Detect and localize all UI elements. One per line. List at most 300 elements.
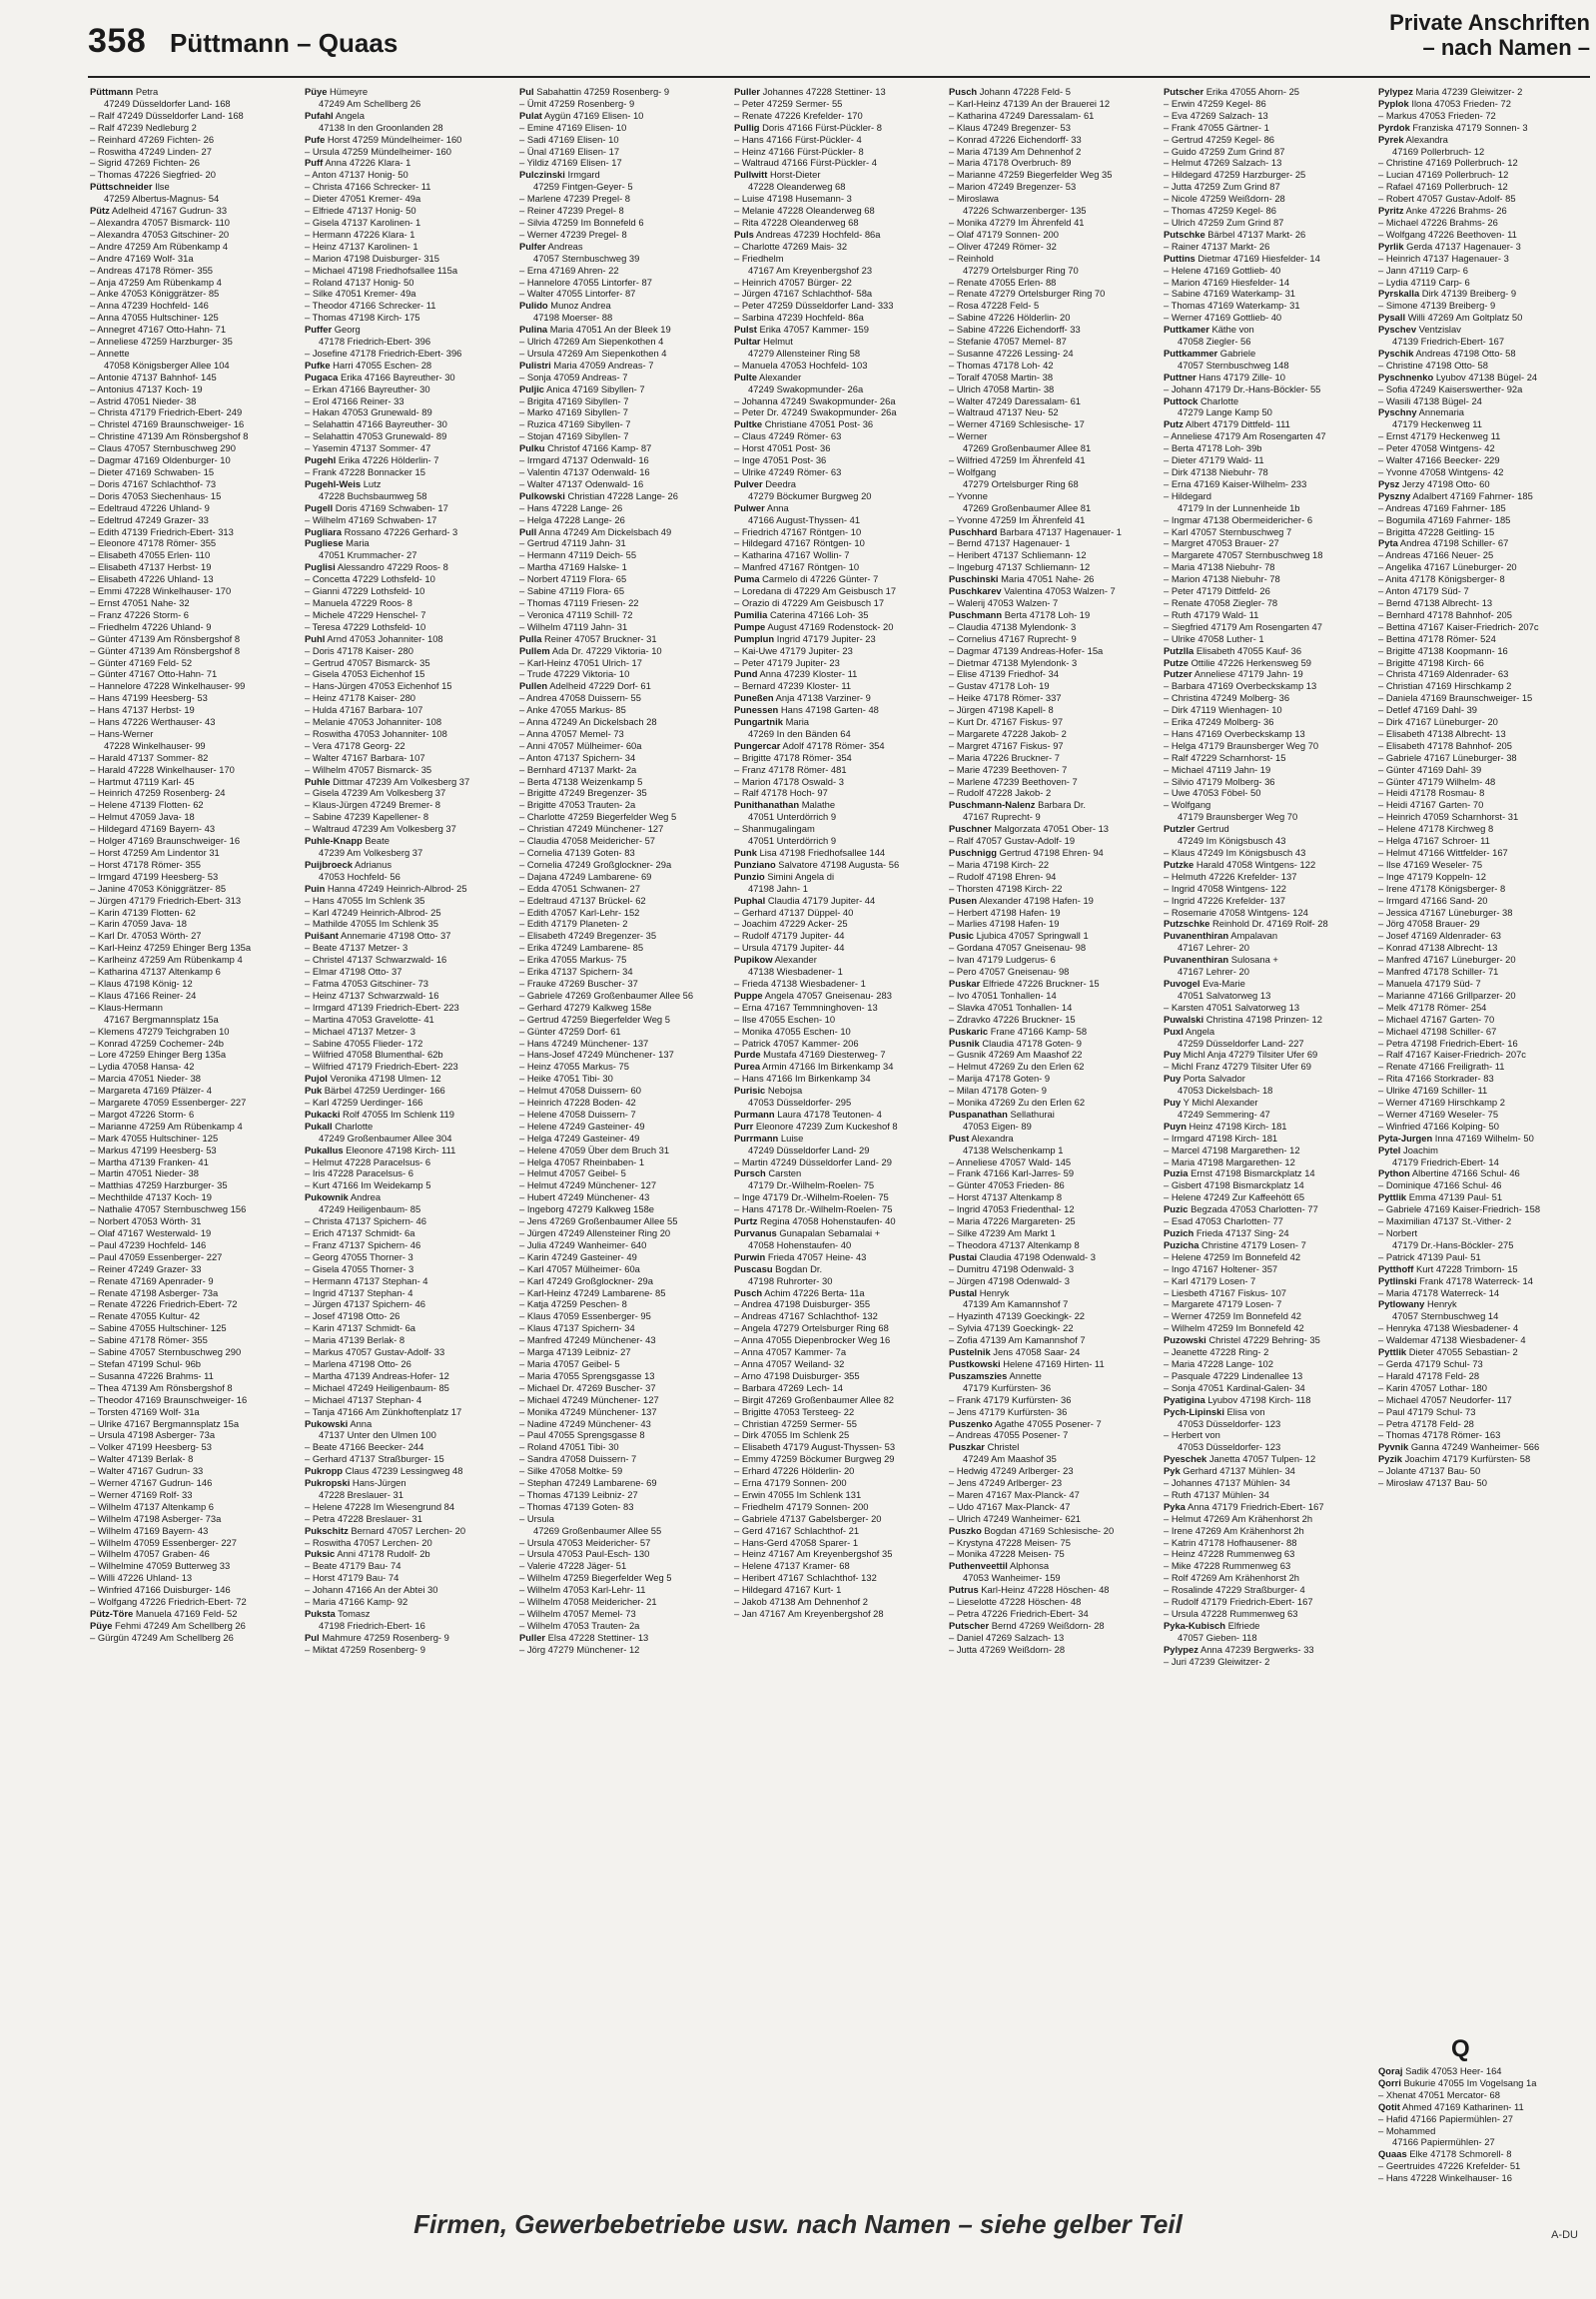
directory-entry: – Martha 47139 Franken- 41	[90, 1155, 209, 1167]
directory-entry: 47179 Braunsberger Weg 70	[1178, 811, 1298, 823]
directory-entry: – Anke 47055 Markus- 85	[519, 704, 626, 716]
directory-entry: 47179 Kurfürsten- 36	[963, 1381, 1052, 1393]
directory-entry: – Jürgen 47198 Odenwald- 3	[949, 1274, 1070, 1286]
directory-entry: – Andrea 47198 Duisburger- 355	[734, 1298, 871, 1310]
directory-entry: – Silke 47058 Moltke- 59	[519, 1465, 623, 1477]
directory-entry: – Ursula 47198 Asberger- 73a	[90, 1429, 216, 1441]
directory-entry: – Renate 47279 Ortelsburger Ring 70	[949, 288, 1106, 300]
directory-entry: – Barbara 47269 Lech- 14	[734, 1381, 843, 1393]
directory-entry: – Emmy 47259 Böckumer Burgweg 29	[734, 1453, 895, 1465]
directory-entry: – Heinz 47178 Kaiser- 280	[305, 692, 416, 704]
directory-entry: – Yvonne 47259 Im Ährenfeld 41	[949, 513, 1086, 525]
directory-entry: – Michael 47137 Stephan- 4	[305, 1393, 422, 1405]
directory-entry: – Walter 47055 Lintorfer- 87	[519, 288, 636, 300]
directory-entry: – Heidi 47167 Garten- 70	[1378, 799, 1484, 811]
directory-entry: Purmann Laura 47178 Teutonen- 4	[734, 1108, 882, 1120]
directory-entry: – Hildegard	[1164, 489, 1211, 501]
directory-entry: – Ulrich 47058 Martin- 38	[949, 383, 1055, 394]
directory-entry: Pugehl Erika 47226 Hölderlin- 7	[305, 454, 439, 466]
directory-entry: Putz Albert 47179 Dittfeld- 111	[1164, 418, 1290, 430]
directory-entry: Pukownik Andrea	[305, 1191, 382, 1203]
directory-entry: Pyttlik Dieter 47055 Sebastian- 2	[1378, 1346, 1518, 1358]
directory-entry: – Sigrid 47269 Fichten- 26	[90, 157, 200, 169]
directory-entry: – Christina 47249 Molberg- 36	[1164, 692, 1290, 704]
directory-entry: – Walter 47249 Daressalam- 61	[949, 394, 1082, 406]
directory-entry: – Wilhelm 47169 Bayern- 43	[90, 1524, 209, 1536]
directory-entry: Pugaca Erika 47166 Bayreuther- 30	[305, 371, 455, 383]
directory-entry: – Karl-Heinz 47139 An der Brauerei 12	[949, 97, 1111, 109]
directory-entry: Pulwer Anna	[734, 501, 789, 513]
directory-entry: – Trude 47229 Viktoria- 10	[519, 668, 630, 680]
directory-entry: Pyeschek Janetta 47057 Tulpen- 12	[1164, 1453, 1316, 1465]
directory-entry: Purtz Regina 47058 Hohenstaufen- 40	[734, 1215, 896, 1227]
directory-entry: 47259 Düsseldorfer Land- 227	[1178, 1037, 1304, 1049]
directory-entry: – Thomas 47139 Leibniz- 27	[519, 1488, 638, 1500]
directory-entry: – Jessica 47167 Lüneburger- 38	[1378, 906, 1513, 918]
directory-entry: 47269 Großenbaumer Allee 81	[963, 442, 1092, 454]
directory-entry: Pugliese Maria	[305, 537, 370, 549]
directory-entry: – Hans 47228 Lange- 26	[519, 501, 623, 513]
directory-entry: – Waldemar 47138 Wiesbadener- 4	[1378, 1334, 1526, 1346]
directory-entry: Purwin Frieda 47057 Heine- 43	[734, 1250, 867, 1262]
directory-entry: – Fatma 47053 Gitschiner- 73	[305, 977, 429, 989]
directory-entry: – Rudolf 47179 Friedrich-Ebert- 167	[1164, 1596, 1313, 1608]
directory-entry: – Gerhard 47137 Düppel- 40	[734, 906, 854, 918]
directory-entry: Puspanathan Sellathurai	[949, 1108, 1055, 1120]
directory-entry: Püttmann Petra	[90, 86, 159, 97]
directory-entry: Pysall Willi 47269 Am Goltplatz 50	[1378, 312, 1523, 324]
directory-entry: – Vera 47178 Georg- 22	[305, 739, 405, 751]
directory-entry: – Hans 47226 Werthauser- 43	[90, 716, 216, 728]
directory-entry: Pull Anna 47249 Am Dickelsbach 49	[519, 525, 672, 537]
directory-entry: – Roswitha 47249 Linden- 27	[90, 145, 212, 157]
directory-entry: Pujol Veronika 47198 Ulmen- 12	[305, 1073, 441, 1085]
directory-entry: 47198 Jahn- 1	[748, 882, 808, 894]
directory-entry: – Hans-Jürgen 47053 Eichenhof 15	[305, 680, 452, 692]
directory-entry: – Anna 47057 Memel- 73	[519, 727, 624, 739]
directory-entry: – Thomas 47226 Siegfried- 20	[90, 169, 216, 181]
directory-entry: 47057 Sternbuschweg 148	[1178, 359, 1289, 371]
directory-entry: – Bettina 47167 Kaiser-Friedrich- 207c	[1378, 620, 1539, 632]
directory-entry: – Jens 47179 Kurfürsten- 36	[949, 1405, 1068, 1417]
directory-entry: – Rudolf 47198 Ehren- 94	[949, 870, 1057, 882]
directory-entry: – Erwin 47259 Kegel- 86	[1164, 97, 1266, 109]
directory-entry: – Jürgen 47167 Schlachthof- 58a	[734, 288, 873, 300]
directory-entry: – Helmut 47249 Münchener- 127	[519, 1179, 657, 1191]
directory-entry: – Marion 47178 Oswald- 3	[734, 775, 844, 787]
directory-entry: – Inge 47179 Dr.-Wilhelm-Roelen- 75	[734, 1191, 889, 1203]
directory-entry: – Gordana 47057 Gneisenau- 98	[949, 942, 1087, 954]
directory-entry: – Walter 47167 Gudrun- 33	[90, 1465, 204, 1477]
directory-entry: – Walter 47137 Odenwald- 16	[519, 477, 644, 489]
directory-entry: 47198 Moerser- 88	[533, 312, 613, 324]
directory-entry: – Winfried 47166 Duisburger- 146	[90, 1584, 231, 1596]
directory-entry: Puy Michl Anja 47279 Tilsiter Ufer 69	[1164, 1049, 1318, 1061]
directory-entry: – Renate 47058 Ziegler- 78	[1164, 596, 1278, 608]
directory-entry: – Maria 47178 Waterreck- 14	[1378, 1286, 1500, 1298]
directory-entry: – Juri 47239 Gleiwitzer- 2	[1164, 1655, 1270, 1667]
directory-entry: – Günter 47139 Am Rönsbergshof 8	[90, 644, 241, 656]
directory-entry: – Claudia 47058 Meidericher- 57	[519, 835, 656, 847]
directory-entry: – Marcia 47051 Nieder- 38	[90, 1073, 201, 1085]
directory-entry: – Christa 47179 Friedrich-Ebert- 249	[90, 406, 243, 418]
directory-entry: – Ivan 47179 Ludgerus- 6	[949, 954, 1056, 966]
directory-entry: – Brigitte 47053 Trauten- 2a	[519, 799, 636, 811]
directory-entry: 47269 Großenbaumer Allee 81	[963, 501, 1092, 513]
directory-entry: Pukall Charlotte	[305, 1120, 374, 1132]
directory-entry: – Maria 47138 Niebuhr- 78	[1164, 561, 1275, 573]
directory-entry: – Cornelia 47139 Goten- 83	[519, 847, 635, 858]
directory-entry: – Sadi 47169 Elisen- 10	[519, 133, 619, 145]
directory-entry: – Dagmar 47139 Andreas-Hofer- 15a	[949, 644, 1104, 656]
directory-entry: – Astrid 47051 Nieder- 38	[90, 394, 197, 406]
directory-entry: – Silvia 47259 Im Bonnefeld 6	[519, 216, 644, 228]
directory-entry: 47169 Pollerbruch- 12	[1392, 145, 1485, 157]
directory-entry: – Karlheinz 47259 Am Rübenkamp 4	[90, 954, 243, 966]
directory-entry: – Heinz 47166 Fürst-Pückler- 8	[734, 145, 864, 157]
directory-entry: – Winfried 47166 Kolping- 50	[1378, 1120, 1499, 1132]
directory-entry: – Martha 47139 Andreas-Hofer- 12	[305, 1369, 449, 1381]
directory-entry: – Janine 47053 Königgrätzer- 85	[90, 882, 227, 894]
directory-entry: – Manuela 47179 Süd- 7	[1378, 977, 1481, 989]
directory-entry: 47179 Dr.-Hans-Böckler- 275	[1392, 1238, 1514, 1250]
directory-entry: Pulla Reiner 47057 Bruckner- 31	[519, 632, 657, 644]
directory-entry: Purr Eleonore 47239 Zum Kuckeshof 8	[734, 1120, 898, 1132]
directory-entry: – Jakob 47138 Am Dehnenhof 2	[734, 1596, 868, 1608]
section-title-line2: – nach Namen –	[1422, 35, 1590, 60]
directory-entry: – Elisabeth 47137 Herbst- 19	[90, 561, 212, 573]
directory-entry: – Michael 47057 Neudorfer- 117	[1378, 1393, 1512, 1405]
directory-entry: – Ulrich 47269 Am Siepenkothen 4	[519, 336, 664, 348]
footer-banner: Firmen, Gewerbebetriebe usw. nach Namen – siehe gelber Teil	[413, 2209, 1183, 2239]
directory-entry: Putscher Erika 47055 Ahorn- 25	[1164, 86, 1300, 97]
directory-entry: Puneßen Anja 47138 Varziner- 9	[734, 692, 871, 704]
directory-entry: – Rudolf 47228 Jakob- 2	[949, 787, 1052, 799]
directory-entry: – Marianne 47166 Grillparzer- 20	[1378, 989, 1516, 1001]
directory-entry: – Thea 47139 Am Rönsbergshof 8	[90, 1381, 233, 1393]
directory-entry: – Anna 47055 Hultschiner- 125	[90, 312, 219, 324]
directory-column-7	[1378, 86, 1582, 2163]
directory-entry: Puzic Begzada 47053 Charlotten- 77	[1164, 1203, 1318, 1215]
q-section-entries	[1378, 2065, 1582, 2205]
directory-entry: – Brigitte 47249 Bregenzer- 35	[519, 787, 647, 799]
directory-entry: – Horst 47179 Bau- 74	[305, 1572, 399, 1584]
directory-entry: – Margarete 47228 Jakob- 2	[949, 727, 1067, 739]
directory-entry: – Yasemin 47137 Sommer- 47	[305, 442, 431, 454]
directory-entry: Pulido Munoz Andrea	[519, 300, 611, 312]
directory-entry: – Konrad 47138 Albrecht- 13	[1378, 942, 1498, 954]
directory-entry: – Werner 47259 Im Bonnefeld 42	[1164, 1310, 1301, 1322]
directory-entry: – Hulda 47167 Barbara- 107	[305, 704, 423, 716]
directory-entry: – Hermann 47226 Klara- 1	[305, 228, 415, 240]
directory-entry: – Hakan 47053 Grunewald- 89	[305, 406, 432, 418]
directory-entry: – Horst 47259 Am Lindentor 31	[90, 847, 220, 858]
directory-entry: – Ingeborg 47279 Kalkweg 158e	[519, 1203, 655, 1215]
directory-entry: – Irmgard 47166 Sand- 20	[1378, 894, 1488, 906]
directory-entry: – Marlies 47198 Hafen- 19	[949, 918, 1060, 930]
directory-entry: – Dirk 47055 Im Schlenk 25	[734, 1429, 850, 1441]
directory-entry: – Heinrich 47137 Hagenauer- 3	[1378, 252, 1509, 264]
directory-entry: – Sabine 47169 Waterkamp- 31	[1164, 288, 1296, 300]
directory-entry: – Renate 47226 Friedrich-Ebert- 72	[90, 1298, 238, 1310]
directory-entry: – Thomas 47169 Waterkamp- 31	[1164, 300, 1300, 312]
directory-entry: – Wilhelmine 47059 Butterweg 33	[90, 1560, 231, 1572]
directory-entry: Pupikow Alexander	[734, 954, 817, 966]
directory-entry: – Monika 47249 Münchener- 137	[519, 1405, 657, 1417]
directory-entry: – Robert 47057 Gustav-Adolf- 85	[1378, 193, 1516, 205]
directory-entry: Puschner Malgorzata 47051 Ober- 13	[949, 823, 1109, 835]
directory-entry: – Ulrike 47058 Luther- 1	[1164, 632, 1264, 644]
directory-entry: – Manfred 47249 Münchener- 43	[519, 1334, 656, 1346]
directory-entry: – Anna 47249 An Dickelsbach 28	[519, 716, 657, 728]
directory-entry: – Georg 47055 Thorner- 3	[305, 1250, 413, 1262]
directory-entry: – Jann 47119 Carp- 6	[1378, 264, 1468, 276]
directory-entry: – Jürgen 47137 Spichern- 46	[305, 1298, 425, 1310]
directory-entry: – Karl-Heinz 47051 Ulrich- 17	[519, 656, 642, 668]
directory-entry: – Mechthilde 47137 Koch- 19	[90, 1191, 212, 1203]
name-range: Püttmann – Quaas	[170, 28, 399, 58]
directory-entry: – Melanie 47053 Johanniter- 108	[305, 716, 442, 728]
directory-entry: Pumpe August 47169 Rodenstock- 20	[734, 620, 894, 632]
directory-entry: – Anita 47178 Königsberger- 8	[1378, 573, 1505, 585]
directory-entry: Pustkowski Helene 47169 Hirten- 11	[949, 1357, 1105, 1369]
directory-entry: – Annegret 47167 Otto-Hahn- 71	[90, 324, 227, 336]
directory-entry: – Konrad 47226 Eichendorff- 33	[949, 133, 1082, 145]
directory-entry: – Paul 47179 Schul- 73	[1378, 1405, 1476, 1417]
directory-entry: – Lore 47259 Ehinger Berg 135a	[90, 1049, 227, 1061]
directory-entry: Pukowski Anna	[305, 1417, 373, 1429]
directory-entry: Qorri Bukurie 47055 Im Vogelsang 1a	[1378, 2076, 1537, 2088]
directory-entry: – Helmut 47166 Wittfelder- 167	[1378, 847, 1508, 858]
directory-entry: – Valerie 47228 Jäger- 51	[519, 1560, 627, 1572]
directory-entry: – Josef 47198 Otto- 26	[305, 1310, 400, 1322]
directory-entry: – Ralf 47239 Nedleburg 2	[90, 121, 197, 133]
directory-entry: 47249 Am Schellberg 26	[319, 97, 421, 109]
directory-entry: Puttkamer Käthe von	[1164, 324, 1254, 336]
directory-entry: Pulkowski Christian 47228 Lange- 26	[519, 489, 678, 501]
directory-entry: – Claudia 47138 Mylendonk- 3	[949, 620, 1077, 632]
directory-entry: – Reiner 47239 Pregel- 8	[519, 205, 624, 217]
directory-entry: – Friedrich 47167 Röntgen- 10	[734, 525, 862, 537]
directory-entry: Puišant Annemarie 47198 Otto- 37	[305, 930, 451, 942]
directory-entry: Pugehl-Weis Lutz	[305, 477, 382, 489]
directory-entry: – Brigitte 47053 Tersteeg- 22	[734, 1405, 855, 1417]
directory-entry: Pufahl Angela	[305, 109, 365, 121]
directory-entry: – Marianne 47259 Biegerfelder Weg 35	[949, 169, 1113, 181]
directory-entry: – Gerda 47179 Schul- 73	[1378, 1357, 1483, 1369]
directory-entry: – Roswitha 47053 Johanniter- 108	[305, 727, 447, 739]
directory-entry: – Charlotte 47269 Mais- 32	[734, 240, 848, 252]
directory-entry: – Heike 47178 Römer- 337	[949, 692, 1062, 704]
directory-entry: Pyatigina Lyubov 47198 Kirch- 118	[1164, 1393, 1311, 1405]
directory-entry: – Friedhelm	[734, 252, 784, 264]
directory-entry: Puzowski Christel 47229 Behring- 35	[1164, 1334, 1320, 1346]
directory-entry: – Teresa 47229 Lothsfeld- 10	[305, 620, 426, 632]
directory-entry: Quaas Elke 47178 Schmorell- 8	[1378, 2148, 1512, 2160]
directory-entry: Puszkar Christel	[949, 1441, 1020, 1453]
directory-entry: – Sarbina 47239 Hochfeld- 86a	[734, 312, 864, 324]
directory-entry: Pullem Ada Dr. 47229 Viktoria- 10	[519, 644, 662, 656]
directory-entry: – Ingrid 47226 Krefelder- 137	[1164, 894, 1285, 906]
directory-entry: Puin Hanna 47249 Heinrich-Albrod- 25	[305, 882, 467, 894]
directory-entry: Pyrek Alexandra	[1378, 133, 1448, 145]
directory-entry: Purisic Nebojsa	[734, 1085, 803, 1097]
directory-entry: Pyka Anna 47179 Friedrich-Ebert- 167	[1164, 1500, 1324, 1512]
directory-entry: – Hyazinth 47139 Goeckingk- 22	[949, 1310, 1086, 1322]
directory-entry: Qotit Ahmed 47169 Katharinen- 11	[1378, 2100, 1524, 2112]
directory-entry: – Edith 47057 Karl-Lehr- 152	[519, 906, 640, 918]
directory-entry: – Ralf 47057 Gustav-Adolf- 19	[949, 835, 1076, 847]
directory-entry: – Gianni 47229 Lothsfeld- 10	[305, 585, 425, 597]
directory-entry: Pyschny Annemaria	[1378, 406, 1464, 418]
directory-entry: Pustai Claudia 47198 Odenwald- 3	[949, 1250, 1096, 1262]
directory-entry: – Rosalinde 47229 Straßburger- 4	[1164, 1584, 1305, 1596]
directory-entry: – Hans 47199 Heesberg- 53	[90, 692, 208, 704]
directory-entry: – Ünal 47169 Elisen- 17	[519, 145, 620, 157]
directory-entry: – Henryka 47138 Wiesbadener- 4	[1378, 1322, 1519, 1334]
directory-entry: – Waltraud 47137 Neu- 52	[949, 406, 1059, 418]
directory-entry: – Katharina 47137 Altenkamp 6	[90, 966, 221, 978]
directory-entry: – Karin 47137 Schmidt- 6a	[305, 1322, 416, 1334]
directory-entry: – Eva 47269 Salzach- 13	[1164, 109, 1268, 121]
directory-entry: – Katharina 47249 Daressalam- 61	[949, 109, 1095, 121]
directory-entry: – Jolante 47137 Bau- 50	[1378, 1465, 1481, 1477]
directory-entry: – Hildegard 47259 Harzburger- 25	[1164, 169, 1306, 181]
directory-entry: – Silvio 47179 Molberg- 36	[1164, 775, 1275, 787]
directory-entry: – Susanna 47226 Brahms- 11	[90, 1369, 214, 1381]
directory-entry: – Renate 47169 Apenrader- 9	[90, 1274, 214, 1286]
directory-entry: – Sabine 47239 Kapellener- 8	[305, 811, 429, 823]
directory-entry: – Paul 47059 Essenberger- 227	[90, 1250, 223, 1262]
directory-entry: – Martin 47249 Düsseldorfer Land- 29	[734, 1155, 892, 1167]
directory-entry: Pustelnik Jens 47058 Saar- 24	[949, 1346, 1081, 1358]
directory-entry: – Walerij 47053 Walzen- 7	[949, 596, 1059, 608]
directory-entry: – Frank 47228 Bonnacker 15	[305, 466, 425, 477]
directory-entry: – Wilhelm 47059 Essenberger- 227	[90, 1536, 237, 1548]
directory-entry: Puskar Elfriede 47226 Bruckner- 15	[949, 977, 1100, 989]
directory-entry: – Sabine 47119 Flora- 65	[519, 585, 625, 597]
directory-entry: 47279 Ortelsburger Ring 70	[963, 264, 1079, 276]
directory-entry: – Andre 47169 Wolf- 31a	[90, 252, 194, 264]
directory-entry: – Wolfgang 47226 Beethoven- 11	[1378, 228, 1517, 240]
directory-entry: – Josefine 47178 Friedrich-Ebert- 396	[305, 347, 462, 359]
directory-entry: – Karl 47179 Losen- 7	[1164, 1274, 1256, 1286]
directory-entry: 47249 Im Königsbusch 43	[1178, 835, 1286, 847]
directory-entry: – Elisabeth 47138 Albrecht- 13	[1378, 727, 1506, 739]
directory-entry: – Petra 47178 Feld- 28	[1378, 1417, 1474, 1429]
directory-entry: – Konrad 47259 Cochemer- 24b	[90, 1037, 224, 1049]
directory-entry: 47053 Dickelsbach- 18	[1178, 1085, 1273, 1097]
directory-entry: Pyka-Kubisch Elfriede	[1164, 1619, 1260, 1631]
directory-entry: – Joachim 47229 Acker- 25	[734, 918, 848, 930]
directory-entry: – Marion 47169 Hiesfelder- 14	[1164, 276, 1290, 288]
directory-entry: – Hans 47166 Im Birkenkamp 34	[734, 1073, 871, 1085]
directory-entry: Pustal Henryk	[949, 1286, 1010, 1298]
directory-entry: – Heinz 47228 Rummenweg 63	[1164, 1548, 1295, 1560]
directory-entry: – Annette	[90, 347, 130, 359]
directory-entry: Puvanenthiran Ampalavan	[1164, 930, 1278, 942]
directory-entry: Pulku Christof 47166 Kamp- 87	[519, 442, 652, 454]
directory-entry: – Horst 47051 Post- 36	[734, 442, 831, 454]
directory-entry: Puksta Tomasz	[305, 1608, 371, 1619]
directory-entry: – Günter 47053 Frieden- 86	[949, 1179, 1065, 1191]
directory-entry: – Orazio di 47229 Am Geisbusch 17	[734, 596, 885, 608]
directory-entry: – Hildegard 47167 Kurt- 1	[734, 1584, 842, 1596]
directory-entry: – Franz 47137 Spichern- 46	[305, 1238, 421, 1250]
directory-entry: Püye Hümeyre	[305, 86, 369, 97]
directory-entry: – Detlef 47169 Dahl- 39	[1378, 704, 1478, 716]
directory-entry: – Johanna 47249 Swakopmunder- 26a	[734, 394, 896, 406]
directory-entry: Puzia Ernst 47198 Bismarckplatz 14	[1164, 1167, 1315, 1179]
directory-entry: – Sabine 47057 Sternbuschweg 290	[90, 1346, 242, 1358]
directory-entry: – Norbert 47119 Flora- 65	[519, 573, 627, 585]
directory-entry: – Ulrich 47249 Wanheimer- 621	[949, 1512, 1082, 1524]
directory-entry: Puma Carmelo di 47226 Günter- 7	[734, 573, 879, 585]
directory-entry: Puls Andreas 47239 Hochfeld- 86a	[734, 228, 881, 240]
directory-entry: Puscasu Bogdan Dr.	[734, 1262, 823, 1274]
directory-entry: Purde Mustafa 47169 Diesterweg- 7	[734, 1049, 886, 1061]
directory-entry: Puzich Frieda 47137 Sing- 24	[1164, 1227, 1289, 1238]
directory-entry: – Dumitru 47198 Odenwald- 3	[949, 1262, 1075, 1274]
directory-entry: – Hannelore 47228 Winkelhauser- 99	[90, 680, 246, 692]
directory-entry: – Helmut 47269 Am Krähenhorst 2h	[1164, 1512, 1313, 1524]
directory-entry: Pumilia Caterina 47166 Loh- 35	[734, 608, 869, 620]
directory-entry: 47138 Wiesbadener- 1	[748, 966, 843, 978]
directory-entry: – Irene 47269 Am Krähenhorst 2h	[1164, 1524, 1304, 1536]
directory-entry: – Andreas 47166 Neuer- 25	[1378, 549, 1494, 561]
directory-entry: – Thomas 47119 Friesen- 22	[519, 596, 639, 608]
directory-entry: – Nadine 47249 Münchener- 43	[519, 1417, 651, 1429]
directory-entry: – Siegfried 47179 Am Rosengarten 47	[1164, 620, 1322, 632]
directory-entry: – Tanja 47166 Am Zünkhoftenplatz 17	[305, 1405, 462, 1417]
directory-entry: Pukschitz Bernard 47057 Lerchen- 20	[305, 1524, 466, 1536]
directory-entry: – Erika 47249 Molberg- 36	[1164, 716, 1274, 728]
directory-entry: – Mirosław 47137 Bau- 50	[1378, 1477, 1487, 1489]
directory-entry: – Frank 47055 Gärtner- 1	[1164, 121, 1269, 133]
directory-entry: 47179 Dr.-Wilhelm-Roelen- 75	[748, 1179, 875, 1191]
directory-entry: – Stephan 47249 Lambarene- 69	[519, 1477, 657, 1489]
directory-entry: – Anneliese 47259 Harzburger- 35	[90, 336, 233, 348]
directory-entry: – Karl-Heinz 47249 Lambarene- 85	[519, 1286, 666, 1298]
directory-entry: 47228 Buchsbaumweg 58	[319, 489, 427, 501]
directory-entry: Pulina Maria 47051 An der Bleek 19	[519, 324, 671, 336]
directory-entry: – Monika 47228 Meisen- 75	[949, 1548, 1065, 1560]
directory-entry: – Helga 47249 Gasteiner- 49	[519, 1132, 640, 1144]
directory-entry: – Angelika 47167 Lüneburger- 20	[1378, 561, 1517, 573]
directory-entry: 47269 Großenbaumer Allee 55	[533, 1524, 662, 1536]
directory-entry: – Heinrich 47259 Rosenberg- 24	[90, 787, 226, 799]
directory-entry: Pyschik Andreas 47198 Otto- 58	[1378, 347, 1516, 359]
directory-entry: – Helmut 47228 Paracelsus- 6	[305, 1155, 431, 1167]
directory-entry: – Gisela 47137 Karolinen- 1	[305, 216, 421, 228]
directory-entry: – Christine 47139 Am Rönsbergshof 8	[90, 430, 249, 442]
directory-entry: – Heinz 47137 Schwarzwald- 16	[305, 989, 439, 1001]
directory-entry: Puschkarev Valentina 47053 Walzen- 7	[949, 585, 1116, 597]
directory-entry: – Miktat 47259 Rosenberg- 9	[305, 1643, 425, 1655]
directory-entry: – Werner	[949, 430, 988, 442]
directory-entry: – Zdravko 47226 Bruckner- 15	[949, 1013, 1076, 1025]
directory-entry: – Petra 47198 Friedrich-Ebert- 16	[1378, 1037, 1518, 1049]
directory-entry: – Anna 47239 Hochfeld- 146	[90, 300, 209, 312]
directory-entry: Puschinski Maria 47051 Nahe- 26	[949, 573, 1095, 585]
directory-entry: – Petra 47228 Breslauer- 31	[305, 1512, 422, 1524]
directory-entry: 47139 Friedrich-Ebert- 167	[1392, 336, 1505, 348]
directory-entry: – Anna 47057 Kammer- 7a	[734, 1346, 847, 1358]
directory-entry: – Geertruides 47226 Krefelder- 51	[1378, 2160, 1521, 2172]
directory-entry: – Ursula 47228 Rummenweg 63	[1164, 1608, 1298, 1619]
directory-entry: – Rolf 47269 Am Krähenhorst 2h	[1164, 1572, 1300, 1584]
directory-entry: 47053 Wanheimer- 159	[963, 1572, 1061, 1584]
